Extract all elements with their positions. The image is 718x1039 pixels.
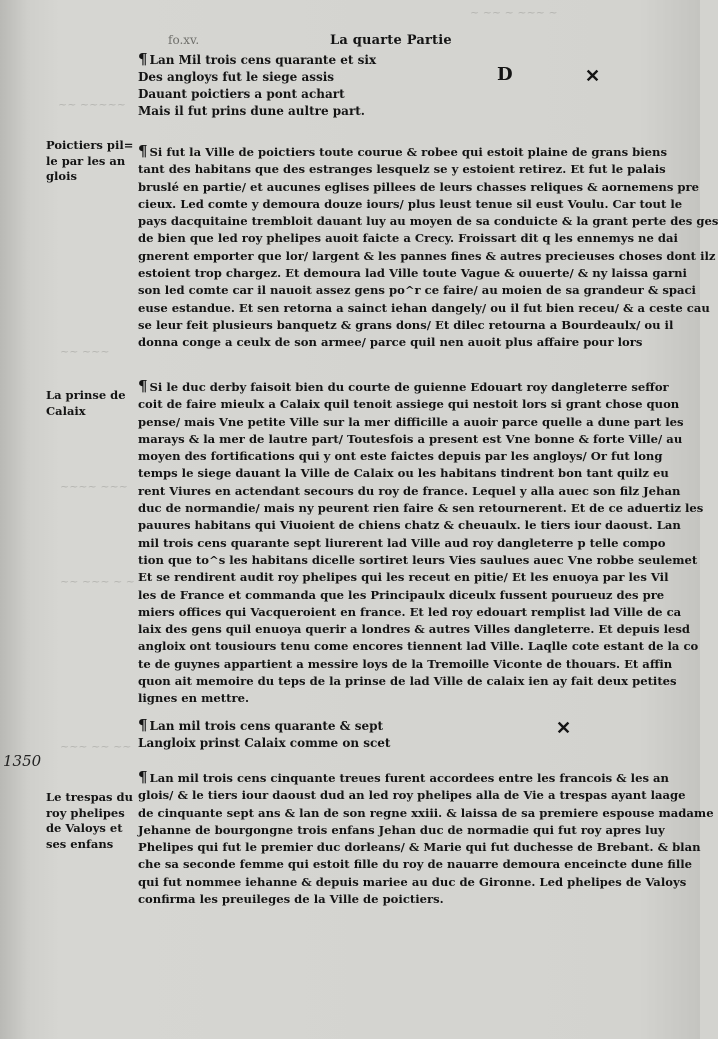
text-line: lignes en mettre. (138, 691, 250, 706)
asterisk-mark-icon: ✕ (585, 66, 601, 87)
verse-line: Des angloys fut le siege assis (138, 70, 335, 84)
text-line: marays & la mer de lautre part/ Toutesfois a present est Vne bonne & forte Ville/ au (138, 431, 683, 446)
pilcrow-icon: ¶ (138, 716, 148, 734)
pilcrow-icon: ¶ (138, 50, 148, 68)
asterisk-mark-icon: ✕ (556, 718, 572, 739)
text-line: pays dacquitaine trembloit dauant luy au moyen de sa conduicte & la grant perte des ges (138, 214, 718, 229)
paragraph (138, 142, 718, 352)
paragraph (138, 768, 714, 908)
text-line: laix des gens quil enuoya querir a londres & autres Villes dangleterre. Et depuis lesd (138, 622, 691, 637)
verse-line: Dauant poictiers a pont achart (138, 87, 345, 101)
pilcrow-icon: ¶ (138, 142, 148, 160)
verse-line: ¶ Lan mil trois cens quarante & sept (138, 716, 384, 734)
bleed-through: ~ ~~ ~ ~~~ ~ (470, 6, 558, 19)
text-line: donna conge a ceulx de son armee/ parce quil nen auoit plus affaire pour lors (138, 335, 643, 350)
bleed-through: ~~~ ~~ ~~ (60, 740, 132, 753)
margin-line: roy phelipes (46, 805, 125, 820)
text-line: cieux. Led comte y demoura douze iours/ plus leust tenue sil eust Voulu. Car tout le (138, 196, 683, 211)
text-line: te de guynes appartient a messire loys de la Tremoille Viconte de thouars. Et affin (138, 656, 673, 671)
margin-note (46, 138, 138, 185)
margin-line: Le trespas du (46, 790, 133, 804)
bleed-through: ~~~~ ~~~ (60, 480, 129, 493)
text-line: rent Viures en actendant secours du roy de france. Lequel y alla auec son filz Jehan (138, 483, 681, 498)
paragraph (138, 377, 704, 708)
text-line: miers offices qui Vacqueroient en france. Et led roy edouart remplist lad Ville de ca (138, 604, 682, 619)
verse-line: Mais il fut prins dune aultre part. (138, 104, 365, 118)
margin-line: le par les an (46, 153, 126, 168)
text-line: pense/ mais Vne petite Ville sur la mer difficille a auoir parce quelle a dune part les (138, 414, 684, 429)
text-line: qui fut nommee iehanne & depuis mariee au duc de Gironne. Led phelipes de Valoys (138, 874, 687, 889)
handwritten-year: 1350 (3, 752, 42, 770)
text-line: pauures habitans qui Viuoient de chiens chatz & cheuaulx. le tiers iour daoust. Lan (138, 518, 681, 533)
text-line: tant des habitans que des estranges lesquelz se y estoient retirez. Et fut le palais (138, 162, 666, 177)
text-line: glois/ & le tiers iour daoust dud an led roy phelipes alla de Vie a trespas ayant laage (138, 788, 686, 803)
text-line: les de France et commanda que les Principaulx diceulx fussent pourueuz des pre (138, 587, 665, 602)
text-line: mil trois cens quarante sept liurerent lad Ville aud roy dangleterre p telle compo (138, 535, 666, 550)
text-line: euse estandue. Et sen retorna a sainct iehan dangely/ ou il fut bien receu/ & a ceste cau (138, 300, 710, 315)
margin-note (46, 388, 138, 419)
margin-line: Calaix (46, 403, 86, 418)
text-line: ¶ Lan mil trois cens cinquante treues furent accordees entre les francois & les an (138, 768, 669, 786)
bleed-through: ~~ ~~~ ~ ~ (60, 575, 136, 588)
text-line: Et se rendirent audit roy phelipes qui les receut en pitie/ Et les enuoya par les Vil (138, 570, 669, 585)
text-line: coit de faire mieulx a Calaix quil tenoit assiege qui nestoit lors si grant chose quon (138, 397, 680, 412)
text-line: temps le siege dauant la Ville de Calaix ou les habitans tindrent bon tant quilz eu (138, 466, 669, 481)
bleed-through: ~~ ~~~ (60, 345, 110, 358)
text-line: ¶ Si le duc derby faisoit bien du courte de guienne Edouart roy dangleterre seffor (138, 377, 669, 395)
verse-block (138, 52, 638, 120)
text-line: se leur feit plusieurs banquetz & grans dons/ Et dilec retourna a Bourdeaulx/ ou il (138, 317, 674, 332)
pilcrow-icon: ¶ (138, 768, 148, 786)
margin-line: de Valoys et (46, 821, 123, 835)
margin-line: La prinse de (46, 388, 126, 402)
text-line: estoient trop chargez. Et demoura lad Ville toute Vague & ouuerte/ & ny laissa garni (138, 266, 687, 281)
text-line: Jehanne de bourgongne trois enfans Jehan duc de normadie qui fut roy apres luy (138, 822, 665, 837)
folio-number: fo.xv. (168, 33, 200, 47)
verse-line: ¶ Lan Mil trois cens quarante et six (138, 50, 377, 68)
margin-note (46, 790, 138, 852)
running-title: La quarte Partie (330, 33, 452, 48)
text-line: angloix ont tousiours tenu come encores tiennent lad Ville. Laqlle cote estant de la co (138, 639, 699, 654)
margin-line: ses enfans (46, 836, 114, 851)
text-line: duc de normandie/ mais ny peurent rien faire & sen retournerent. Et de ce aduertiz les (138, 501, 704, 516)
pilcrow-icon: ¶ (138, 377, 148, 395)
text-line: son led comte car il nauoit assez gens po^r ce faire/ au moien de sa grandeur & spaci (138, 283, 696, 298)
text-line: de cinquante sept ans & lan de son regne xxiii. & laissa de sa premiere espouse madame (138, 805, 714, 820)
bracket-mark-icon: D (497, 64, 513, 85)
text-line: che sa seconde femme qui estoit fille du roy de nauarre demoura enceincte dune fille (138, 857, 693, 872)
text-line: bruslé en partie/ et aucunes eglises pillees de leurs chasses reliques & aornemens pre (138, 179, 699, 194)
bleed-through: ~~ ~~~~~ (58, 98, 127, 111)
text-line: ¶ Si fut la Ville de poictiers toute courue & robee qui estoit plaine de grans biens (138, 142, 667, 160)
text-line: Phelipes qui fut le premier duc dorleans/ & Marie qui fut duchesse de Brebant. & blan (138, 840, 701, 855)
text-line: moyen des fortifications qui y ont este faictes depuis par les angloys/ Or fut long (138, 449, 663, 464)
text-line: de bien que led roy phelipes auoit faicte a Crecy. Froissart dit q les ennemys ne dai (138, 231, 678, 246)
margin-line: glois (46, 169, 77, 183)
text-line: tion que to^s les habitans dicelle sortiret leurs Vies saulues auec Vne robbe seulemet (138, 552, 698, 567)
text-line: gnerent emporter que lor/ largent & les pannes fines & autres precieuses choses dont ilz (138, 248, 716, 263)
text-line: quon ait memoire du teps de la prinse de lad Ville de calaix ien ay fait deux petites (138, 674, 677, 689)
margin-line: Poictiers pil= (46, 138, 134, 152)
verse-line: Langloix prinst Calaix comme on scet (138, 736, 391, 750)
text-line: confirma les preuileges de la Ville de poictiers. (138, 892, 444, 907)
